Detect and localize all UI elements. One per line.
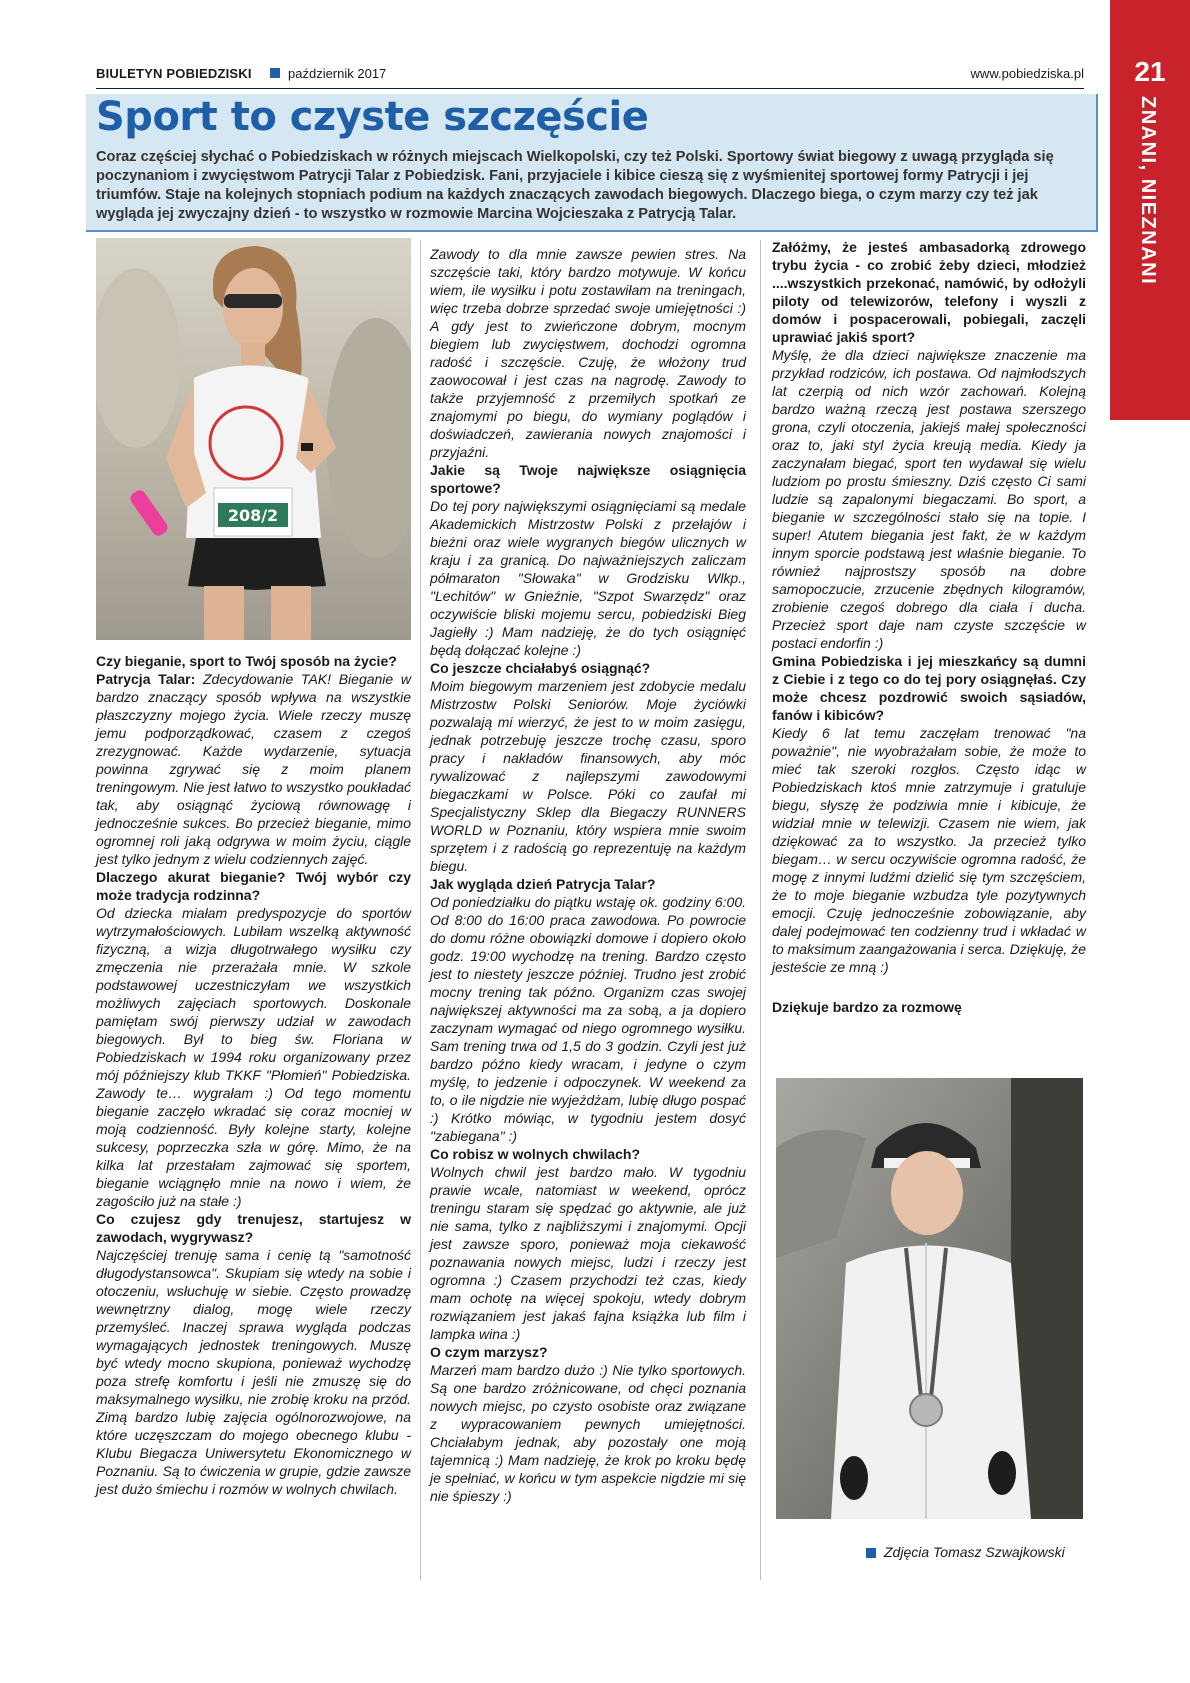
section-label: [1136, 96, 1164, 396]
header-rule: [96, 88, 1084, 89]
article-lead: Coraz częściej słychać o Pobiedziskach w różnych miejscach Wielkopolski, czy też Polski. Sportowy świat biegowy z uwagą przygląda się poczynaniom i zwycięstwom Patrycji Talar z Pobiedzisk. Fani, przyjaciele i kibice cieszą się z wyśmienitej sportowej formy Patrycji i jej triumfów. Staje na kolejnych stopniach podium na każdych znaczących zawodach biegowych. Dlaczego biega, o czym marzy czy też jak wygląda jej zwyczajny dzień - to wszystko w rozmowie Marcina Wojcieszaka z Patrycją Talar.: [96, 149, 1054, 222]
issue-date: październik 2017: [288, 66, 387, 81]
question: Jakie są Twoje największe osiągnięcia sportowe?: [430, 462, 746, 496]
question: Co robisz w wolnych chwilach?: [430, 1146, 641, 1162]
question: Co jeszcze chciałabyś osiągnąć?: [430, 660, 651, 676]
question: Gmina Pobiedziska i jej mieszkańcy są dumni z Ciebie i z tego co do tej pory osiągnęłaś. Czy może chcesz pozdrowić swoich sąsiadów, fanów i kibiców?: [772, 653, 1086, 723]
speaker-label: Patrycja Talar:: [96, 671, 196, 687]
runner-photo-illustration: [96, 238, 411, 640]
answer: Od dziecka miałam predyspozycje do sportów wytrzymałościowych. Lubiłam wszelką aktywność fizyczną, a wizja długotrwałego wysiłku czy zmęczenia nie przerażała mnie. W szkole podstawowej uczestniczyłam we wszystkich możliwych zajęciach sportowych. Doskonale pamiętam swój pierwszy udział w zawodach biegowych. Był to bieg św. Floriana w Pobiedziskach w 1994 roku organizowany przez mój późniejszy klub TKKF "Płomień" Pobiedziska. Zawody te… wygrałam :) Od tego momentu bieganie zaczęło wkradać się coraz mocniej w moją codzienność. Były kolejne starty, kolejne sukcesy, poprzeczka szła w górę. Mimo, że na kilka lat przestałam zajmować się sportem, bieganie wciągnęło mnie na nowo i wiem, że zagościło już na stałe :): [96, 905, 411, 1209]
article-column-2: [430, 245, 746, 1505]
lead-box: [86, 94, 1098, 232]
answer: Kiedy 6 lat temu zaczęłam trenować "na poważnie", nie wyobrażałam sobie, że może to mieć tak szeroki rozgłos. Często idąc w Pobiedziskach ktoś mnie zatrzymuje i gratuluje biegu, słyszę że podziwia mnie i kibicuje, że widział mnie w telewizji. Czasem nie wiem, jak dziękować za to wszystko. Ja przecież tylko biegam… w sercu oczywiście ogromna radość, że mogę z innymi ludźmi dzielić się tym szczęściem, że to moje bieganie wzbudza tyle pozytywnych emocji. Czuję jednocześnie zobowiązanie, aby dalej podejmować ten codzienny trud i wkładać w to maksimum zaangażowania i serca. Dziękuję, że jesteście ze mną :): [772, 725, 1086, 975]
question: Dlaczego akurat bieganie? Twój wybór czy może tradycja rodzinna?: [96, 869, 411, 903]
photo-credit-text: Zdjęcia Tomasz Szwajkowski: [884, 1544, 1065, 1560]
publication-name: BIULETYN POBIEDZISKI: [96, 66, 252, 81]
answer: Od poniedziałku do piątku wstaję ok. godziny 6:00. Od 8:00 do 16:00 praca zawodowa. Po powrocie do domu różne obowiązki domowe i dopiero około godz. 19:00 wychodzę na trening. Bardzo często jest to niestety jeszcze później. Trudno jest zrobić mocny trening tak późno. Organizm czas swojej największej aktywności ma za sobą, a ja dopiero zaczynam wymagać od niego ogromnego wysiłku. Sam trening trwa od 1,5 do 3 godzin. Czyli jest już bardzo późno kiedy wracam, i jedyne o czym myślę, to jedzenie i odpoczynek. W weekend za to, o ile nigdzie nie wyjeżdżam, lubię długo pospać :) Krótko mówiąc, w tygodniu jestem dosyć "zabiegana" :): [430, 894, 746, 1144]
page-number: 21: [1134, 56, 1166, 87]
answer: Wolnych chwil jest bardzo mało. W tygodniu prawie wcale, natomiast w weekend, oprócz treningu staram się spędzać go aktywnie, ale już nie sama, tylko z najbliższymi i znajomymi. Opcji jest zawsze sporo, ponieważ moja ciekawość poznawania nowych miejsc, ludzi i rzeczy jest ogromna :) Czasem przychodzi też czas, kiedy mam ochotę na więcej spokoju, wtedy dobrym rozwiązaniem jest jakaś fajna książka lub film i lampka wina :): [430, 1164, 746, 1342]
answer: [96, 670, 411, 868]
photo-credit: [866, 1544, 1065, 1560]
page-header: [96, 62, 1084, 84]
question: Jak wygląda dzień Patrycja Talar?: [430, 876, 656, 892]
answer: Myślę, że dla dzieci największe znaczenie ma przykład rodziców, ich postawa. Od najmłodszych lat czerpią od nich wzór zachowań. Kolejną bardzo ważną rzeczą jest postawa szerszego grona, czyli otoczenia, jakiejś małej społeczności oraz to, jaki styl życia kreują media. Kiedy ja zaczynałam biegać, sport ten wydawał się wielu ludziom po prostu śmieszny. Dziś często Ci sami ludzie są zapalonymi biegaczami. Bo sport, a bieganie w szczególności stało się na topie. I super! Atutem biegania jest fakt, że w każdym innym sporcie podstawą jest właśnie bieganie. To również najprostszy sposób na dobre samopoczucie, zrzucenie zbędnych kilogramów, zrobienie czegoś dobrego dla ciała i ducha. Przecież sport daje nam czyste szczęście w postaci endorfin :): [772, 347, 1086, 651]
answer: Marzeń mam bardzo dużo :) Nie tylko sportowych. Są one bardzo zróżnicowane, od chęci poznania nowych miejsc, po czysto osobiste oraz związane z wypracowaniem pewnych umiejętności. Chciałabym jednak, aby pozostały one moją tajemnicą :) Mam nadzieję, że krok po kroku będę je spełniać, w końcu w tym aspekcie nigdzie mi się nie śpieszy :): [430, 1362, 746, 1504]
answer: Do tej pory największymi osiągnięciami są medale Akademickich Mistrzostw Polski z przełajów i bieżni oraz wiele wygranych biegów ulicznych w kraju i za granicą. Do najważniejszych zaliczam półmaraton "Słowaka" w Grodzisku Wlkp., "Lechitów" w Gnieźnie, "Szpot Swarzędz" oraz oczywiście bliski mojemu sercu, pobiedziski Bieg Jagiełły :) Mam nadzieję, że do tych osiągnięć będą dołączać kolejne :): [430, 498, 746, 658]
question: O czym marzysz?: [430, 1344, 548, 1360]
question: Czy bieganie, sport to Twój sposób na życie?: [96, 653, 397, 669]
section-label-text: ZNANI, NIEZNANI: [1137, 96, 1159, 286]
answer: Moim biegowym marzeniem jest zdobycie medalu Mistrzostw Polski Seniorów. Moje życiówki pozwalają mi wierzyć, że jest to w moim zasięgu, jednak potrzebuję jeszcze trochę czasu, sporo pracy i nakładów finansowych, aby móc rywalizować z najlepszymi zawodowymi biegaczkami w Polsce. Póki co zaufał mi Specjalistyczny Sklep dla Biegaczy RUNNERS WORLD w Poznaniu, który wspiera mnie swoim sprzętem i z radością go reprezentuję na każdym biegu.: [430, 678, 746, 874]
answer: Najczęściej trenuję sama i cenię tą "samotność długodystansowca". Skupiam się wtedy na sobie i otoczeniu, wsłuchuję w siebie. Często prowadzę wewnętrzny dialog, mogę wiele rzeczy przemyśleć. Inaczej sprawa wygląda podczas wymagających jednostek treningowych. Muszę być wtedy mocno skupiona, ponieważ wychodzę poza strefę komfortu i jeśli nie zmuszę się do maksymalnego wysiłku, nie zrobię kroku na przód. Zimą bardzo lubię zajęcia ogólnorozwojowe, na które uczęszczam do mojego obecnego klubu - Klubu Biegacza Uniwersytetu Ekonomicznego w Poznaniu. Są to ćwiczenia w grupie, gdzie zawsze jest dużo śmiechu i rozmów w wolnych chwilach.: [96, 1247, 411, 1497]
column-divider: [420, 240, 421, 1580]
portrait-photo: [776, 1078, 1083, 1519]
article-column-3: [772, 238, 1086, 1016]
runner-photo: [96, 238, 411, 640]
article-column-1: [96, 652, 411, 1498]
column-divider: [760, 240, 761, 1580]
question: Co czujesz gdy trenujesz, startujesz w zawodach, wygrywasz?: [96, 1211, 411, 1245]
closing-thanks: Dziękuje bardzo za rozmowę: [772, 999, 962, 1015]
question: Załóżmy, że jesteś ambasadorką zdrowego trybu życia - co zrobić żeby dzieci, młodzież ....wszystkich przekonać, namówić, by odłożyli piloty od telewizorów, telefony i wyszli z domów i pospacerowali, pobiegali, zaczęli uprawiać jakiś sport?: [772, 239, 1086, 345]
answer: Zawody to dla mnie zawsze pewien stres. Na szczęście taki, który bardzo motywuje. W końcu wiem, ile wysiłku i potu zostawiłam na treningach, więc trzeba dobrze sprzedać swoje umiejętności :) A gdy jest to zwieńczone dobrym, mocnym biegiem lub zwycięstwem, dochodzi ogromna radość i szczęście. Czuję, że włożony trud zaowocował i jest czas na nagrodę. Zawody to także przyjemność z przemiłych spotkań ze znajomymi po biegu, do wymiany poglądów i doświadczeń, zawierania nowych znajomości i przyjaźni.: [430, 246, 746, 460]
answer-text: Zdecydowanie TAK! Bieganie w bardzo znaczący sposób wpływa na wszystkie płaszczyzny mojego życia. Wiele rzeczy muszę jemu podporządkować, czasem z czegoś zrezygnować. Każde wydarzenie, sytuacja powinna zgrywać się z moim planem treningowym. Nie jest łatwo to wszystko poukładać tak, aby osiągnąć życiową równowagę i jednocześnie sukces. Bo przecież bieganie, mimo ogromnej roli jaką odgrywa w moim życiu, ciągle jest tylko jednym z wielu codziennych zajęć.: [96, 671, 412, 867]
website-link[interactable]: www.pobiedziska.pl: [970, 66, 1084, 81]
race-bib-number: 208/2: [227, 506, 279, 525]
article-title: Sport to czyste szczęście: [96, 94, 649, 140]
header-square-icon: [270, 68, 280, 78]
portrait-photo-illustration: [776, 1078, 1083, 1519]
